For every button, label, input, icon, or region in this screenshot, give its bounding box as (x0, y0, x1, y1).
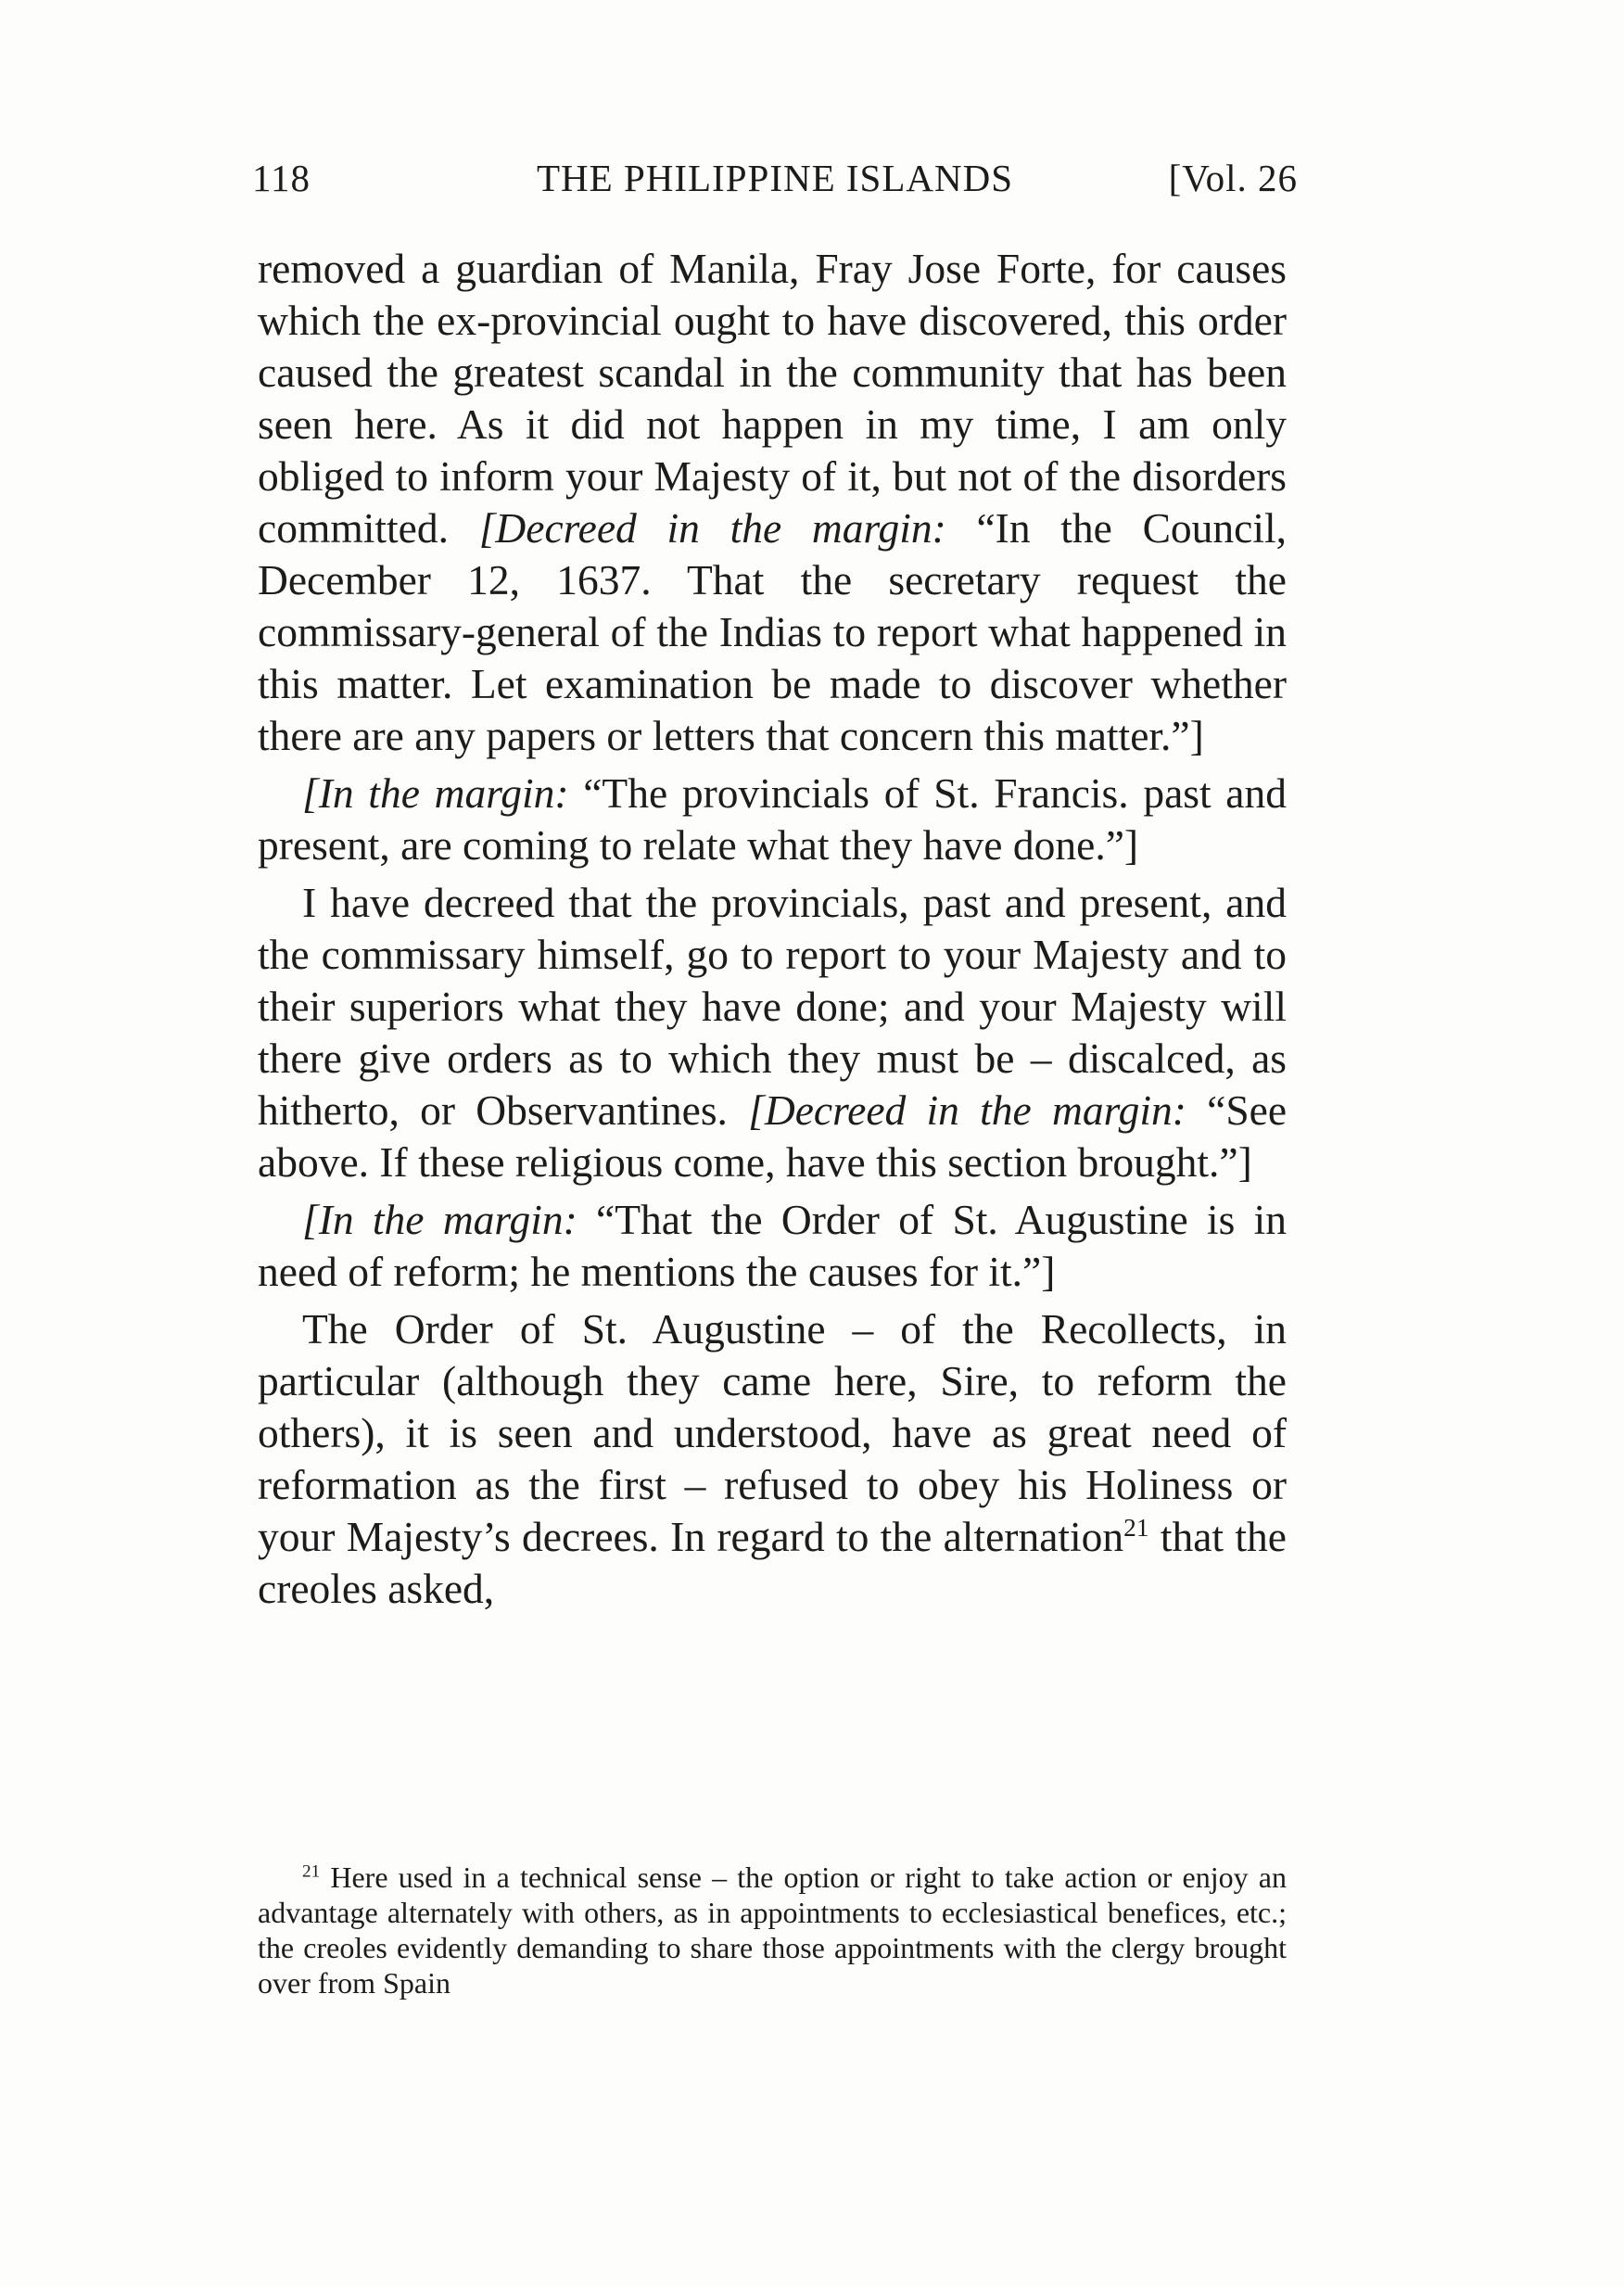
volume-label: [Vol. 26 (1168, 157, 1298, 199)
paragraph-text: The Order of St. Augustine – of the Recollects, in particular (although they came here, Sire, to reform the others), it is seen and understood, have as great need of reformation as the first – refused to obey his Holiness or your Majesty’s decrees. In regard to the alternation (258, 1305, 1287, 1560)
marginal-note-text: “In the Council, December 12, 1637. That the secretary request the commissary-general of the Indias to report what happened in this matter. Let examination be made to discover whether there are any papers or letters that concern this matter.”] (258, 504, 1288, 759)
running-header (252, 156, 1298, 211)
paragraph (258, 877, 1287, 1188)
footnote-number: 21 (302, 1861, 321, 1882)
body-text (258, 243, 1287, 1620)
footnote-text: Here used in a technical sense – the option or right to take action or enjoy an advantage alternately with others, as in appointments to ecclesiastical benefices, etc.; the creoles evidently demanding to share those appointments with the clergy brought over from Spain (258, 1861, 1288, 2000)
paragraph (258, 243, 1287, 762)
marginal-note-text: “The provincials of St. Francis. past and present, are coming to relate what they have done.”] (258, 769, 1288, 869)
marginal-note-label: [In the margin: (302, 1196, 577, 1243)
footnote-reference[interactable]: 21 (1123, 1513, 1149, 1542)
paragraph (258, 1194, 1287, 1298)
paragraph-text: I have decreed that the provincials, past and present, and the commissary himself, go to report to your Majesty and to their superiors what they have done; and your Majesty will there give orders as to which they must be – discalced, as hitherto, or Observantines. (258, 879, 1287, 1134)
marginal-note-label: [Decreed in the margin: (748, 1086, 1186, 1134)
paragraph (258, 1303, 1287, 1615)
marginal-note-label: [In the margin: (302, 769, 569, 817)
marginal-note-label: [Decreed in the margin: (478, 504, 946, 552)
footnote (258, 1860, 1287, 2000)
marginal-note-text: “See above. If these religious come, have this section brought.”] (258, 1086, 1288, 1186)
marginal-note-text: “That the Order of St. Augustine is in need of reform; he mentions the causes for it.”] (258, 1196, 1288, 1295)
page-number: 118 (252, 157, 311, 199)
paragraph-text: that the creoles asked, (258, 1513, 1287, 1612)
running-title: THE PHILIPPINE ISLANDS (537, 157, 1013, 199)
paragraph (258, 768, 1287, 871)
paragraph-text: removed a guardian of Manila, Fray Jose Forte, for causes which the ex-provincial ought to have discovered, this order caused the greatest scandal in the community that has been seen here. As it did not happen in my time, I am only obliged to inform your Majesty of it, but not of the disorders committed. (258, 245, 1287, 552)
